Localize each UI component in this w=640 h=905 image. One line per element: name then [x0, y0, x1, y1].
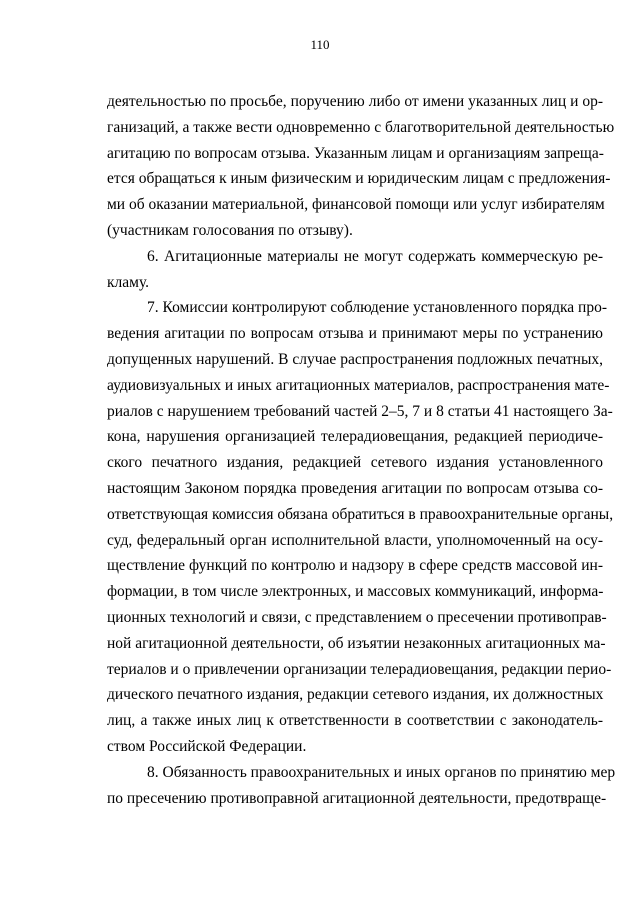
text-line: ционных технологий и связи, с представлением о пресечении противоправ- — [107, 608, 607, 626]
text-line: 8. Обязанность правоохранительных и иных органов по принятию мер — [147, 763, 616, 781]
text-line: кламу. — [107, 273, 150, 291]
text-line: 6. Агитационные материалы не могут содержать коммерческую ре- — [147, 247, 603, 265]
page-number: 110 — [310, 37, 330, 52]
text-line: ми об оказании материальной, финансовой помощи или услуг избирателям — [107, 196, 605, 214]
text-line: ществление функций по контролю и надзору в сфере средств массовой ин- — [107, 557, 603, 575]
text-line: лиц, а также иных лиц к ответственности в соответствии с законодатель- — [107, 712, 603, 730]
text-line: ганизаций, а также вести одновременно с благотворительной деятельностью — [107, 118, 615, 136]
text-line: дического печатного издания, редакции сетевого издания, их должностных — [107, 686, 604, 704]
document-body — [107, 89, 616, 811]
text-line: ством Российской Федерации. — [107, 737, 307, 755]
text-line: допущенных нарушений. В случае распространения подложных печатных, — [107, 350, 603, 368]
text-line: по пресечению противоправной агитационной деятельности, предотвраще- — [107, 789, 607, 807]
text-line: териалов и о привлечении организации телерадиовещания, редакции перио- — [107, 660, 612, 678]
text-line: суд, федеральный орган исполнительной власти, уполномоченный на осу- — [107, 531, 603, 549]
text-line: настоящим Законом порядка проведения агитации по вопросам отзыва со- — [107, 479, 603, 497]
text-line: кона, нарушения организацией телерадиовещания, редакцией периодиче- — [107, 428, 603, 446]
text-line: 7. Комиссии контролируют соблюдение установленного порядка про- — [147, 299, 608, 317]
text-line: ского печатного издания, редакцией сетевого издания установленного — [107, 454, 603, 472]
text-line: (участникам голосования по отзыву). — [107, 221, 353, 239]
text-line: аудиовизуальных и иных агитационных материалов, распространения мате- — [107, 376, 610, 394]
text-line: ведения агитации по вопросам отзыва и принимают меры по устранению — [107, 325, 603, 343]
text-line: агитацию по вопросам отзыва. Указанным лицам и организациям запреща- — [107, 144, 604, 162]
text-line: ответствующая комиссия обязана обратиться в правоохранительные органы, — [107, 505, 614, 523]
text-line: деятельностью по просьбе, поручению либо от имени указанных лиц и ор- — [107, 93, 603, 110]
text-line: ной агитационной деятельности, об изъятии незаконных агитационных ма- — [107, 634, 606, 652]
text-line: риалов с нарушением требований частей 2–5, 7 и 8 статьи 41 настоящего За- — [107, 402, 613, 420]
text-line: формации, в том числе электронных, и массовых коммуникаций, информа- — [107, 583, 604, 601]
text-line: ется обращаться к иным физическим и юридическим лицам с предложения- — [107, 170, 611, 188]
